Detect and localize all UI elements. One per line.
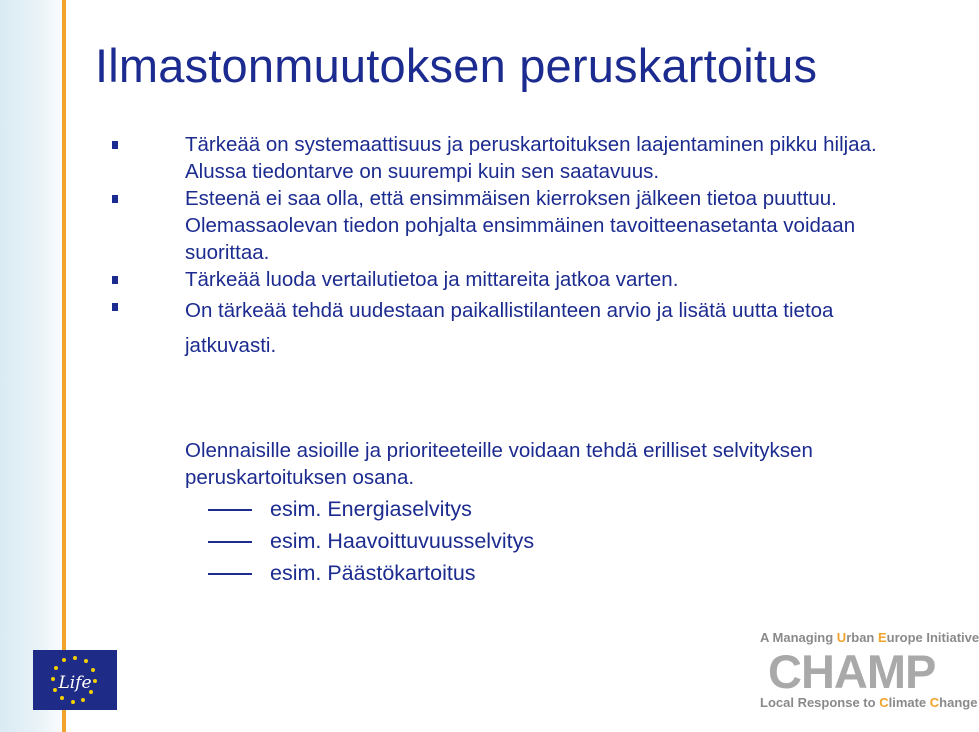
bullet-square-icon bbox=[112, 303, 118, 311]
life-logo bbox=[33, 650, 117, 710]
eu-stars-icon bbox=[33, 650, 117, 710]
bullet-item: On tärkeää tehdä uudestaan paikallistilanteen arvio ja lisätä uutta tietoa jatkuvasti. bbox=[112, 293, 912, 363]
paragraph-text: Olennaisille asioille ja prioriteeteille voidaan tehdä erilliset selvityksen peruskartoituksen osana. bbox=[185, 439, 813, 489]
bullet-square-icon bbox=[112, 195, 118, 203]
page-title: Ilmastonmuutoksen peruskartoitus bbox=[95, 39, 818, 92]
left-sidebar-decoration bbox=[0, 0, 70, 732]
champ-name: CHAMP bbox=[768, 645, 936, 698]
bullet-square-icon bbox=[112, 141, 118, 149]
orange-stripe bbox=[62, 0, 66, 732]
champ-tagline-top: A Managing Urban Europe Initiative bbox=[760, 630, 979, 645]
dash-icon bbox=[208, 541, 252, 543]
sub-item: esim. Haavoittuvuusselvitys bbox=[208, 525, 534, 557]
bullet-list bbox=[112, 131, 912, 363]
champ-logo bbox=[760, 630, 979, 720]
sub-item: esim. Päästökartoitus bbox=[208, 557, 534, 589]
dash-icon bbox=[208, 509, 252, 511]
bullet-item: Tärkeää on systemaattisuus ja peruskartoituksen laajentaminen pikku hiljaa. Alussa tiedontarve on suurempi kuin sen saatavuus. bbox=[112, 131, 912, 185]
svg-text:Life: Life bbox=[58, 673, 92, 693]
champ-tagline-bottom: Local Response to Climate Change bbox=[760, 695, 978, 710]
bullet-item: Esteenä ei saa olla, että ensimmäisen kierroksen jälkeen tietoa puuttuu. Olemassaolevan tiedon pohjalta ensimmäinen tavoitteenasetanta voidaan suorittaa. bbox=[112, 185, 912, 266]
sub-list bbox=[208, 493, 534, 589]
bullet-item: Tärkeää luoda vertailutietoa ja mittareita jatkoa varten. bbox=[112, 266, 912, 293]
bullet-square-icon bbox=[112, 276, 118, 284]
dash-icon bbox=[208, 573, 252, 575]
sub-item: esim. Energiaselvitys bbox=[208, 493, 534, 525]
